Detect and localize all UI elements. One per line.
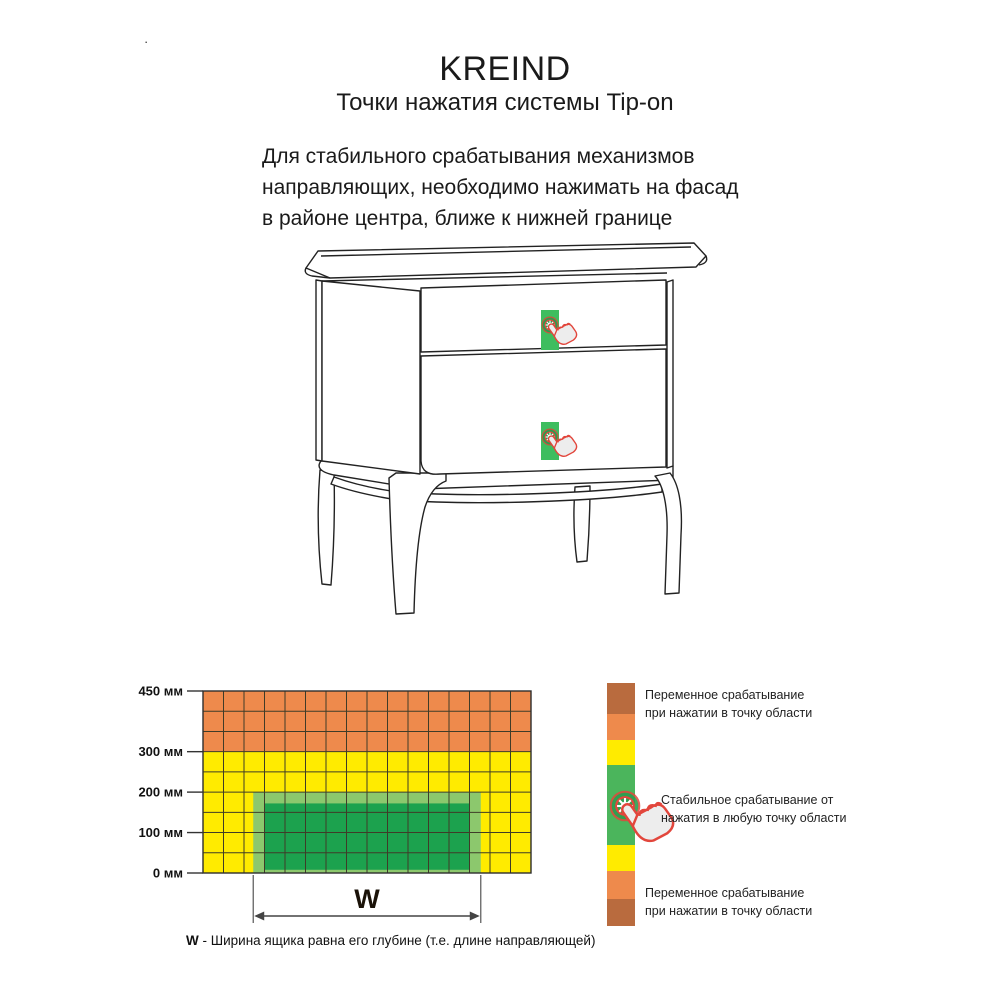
y-axis-label: 200 мм xyxy=(138,784,183,800)
intro-line-2: направляющих, необходимо нажимать на фасад xyxy=(262,176,739,199)
width-dimension xyxy=(253,875,481,923)
brand-title: KREIND xyxy=(439,50,571,88)
legend-bar-segment xyxy=(607,845,635,871)
width-dimension-label: W xyxy=(354,884,380,914)
caption-w: W xyxy=(186,933,199,948)
nightstand-top xyxy=(305,243,706,278)
y-axis-label: 300 мм xyxy=(138,744,183,760)
y-axis-label: 0 мм xyxy=(152,865,183,881)
legend-bar-segment xyxy=(607,871,635,899)
legend-bar-segment xyxy=(607,683,635,714)
legend-entry-variable-bottom xyxy=(645,885,812,920)
legend-entry-variable-top xyxy=(645,687,812,722)
nightstand-base-and-legs xyxy=(318,460,681,614)
y-axis-label: 100 мм xyxy=(138,825,183,841)
y-axis-ticks xyxy=(138,684,203,881)
intro-paragraph xyxy=(262,141,739,234)
right-stile xyxy=(667,280,673,468)
legend-line: при нажатии в точку области xyxy=(645,705,813,720)
legend-line: при нажатии в точку области xyxy=(645,903,813,918)
caption-text: - Ширина ящика равна его глубине (т.е. длине направляющей) xyxy=(198,933,596,948)
y-axis-label: 450 мм xyxy=(138,683,183,699)
page-subtitle: Точки нажатия системы Tip-on xyxy=(336,89,674,116)
back-left-leg xyxy=(318,470,334,585)
legend-line: Переменное срабатывание xyxy=(645,688,805,702)
legend-bar-segment xyxy=(607,714,635,740)
legend-line: Переменное срабатывание xyxy=(645,886,805,900)
intro-line-3: в районе центра, ближе к нижней границе xyxy=(262,207,673,230)
press-zone-chart xyxy=(130,670,600,940)
left-side-panel xyxy=(322,281,420,474)
legend-line: нажатия в любую точку области xyxy=(661,810,847,825)
legend-line: Стабильное срабатывание от xyxy=(661,793,834,807)
stray-mark: · xyxy=(144,34,149,49)
left-stile xyxy=(316,280,322,461)
legend-bar-segment xyxy=(607,899,635,926)
nightstand-illustration xyxy=(240,240,760,630)
nightstand-body xyxy=(316,273,673,474)
intro-line-1: Для стабильного срабатывания механизмов xyxy=(262,145,695,168)
legend-bar-segment xyxy=(607,740,635,765)
legend-entry-stable xyxy=(661,792,846,827)
chart-caption xyxy=(186,933,595,948)
